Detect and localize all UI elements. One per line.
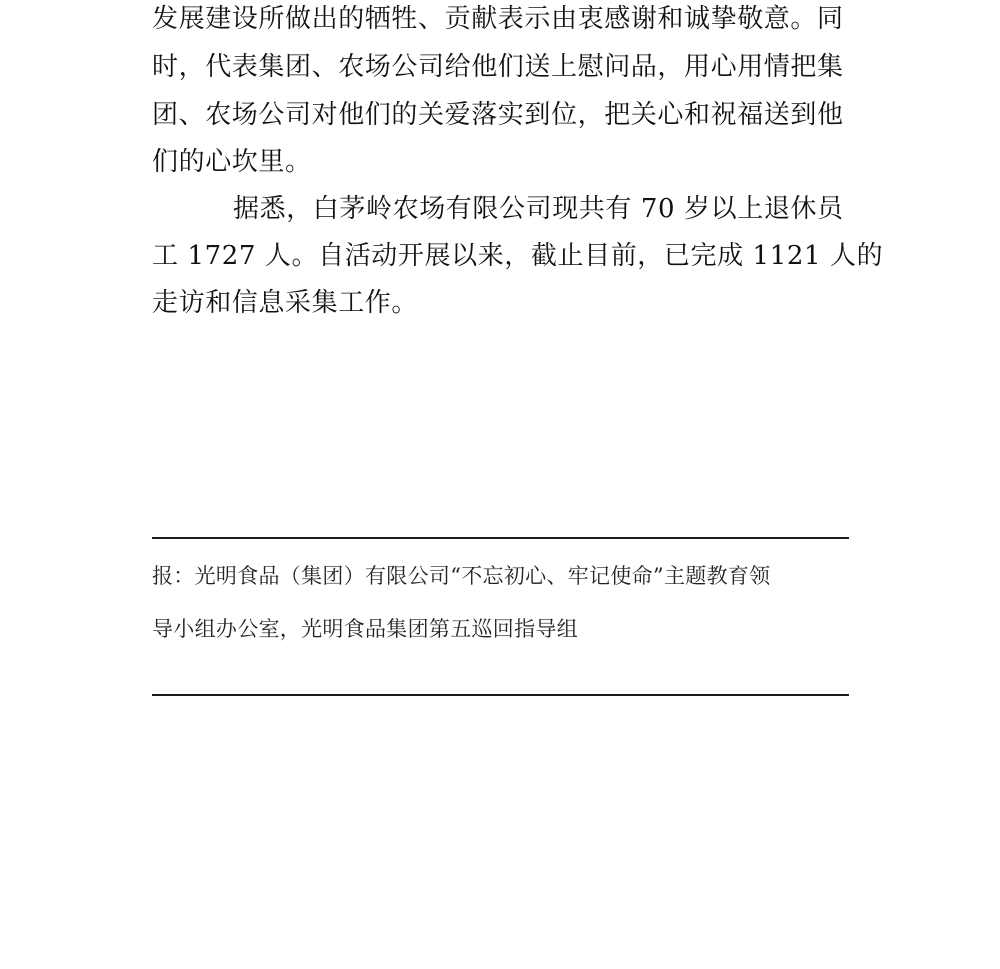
body-text-line: 时，代表集团、农场公司给他们送上慰问品，用心用情把集 bbox=[152, 52, 844, 82]
divider-bottom bbox=[152, 694, 849, 696]
body-text-line: 团、农场公司对他们的关爱落实到位，把关心和祝福送到他 bbox=[152, 100, 844, 130]
body-text-line: 们的心坎里。 bbox=[152, 147, 312, 177]
report-line: 报：光明食品（集团）有限公司“不忘初心、牢记使命”主题教育领 bbox=[152, 564, 771, 588]
body-text-line: 走访和信息采集工作。 bbox=[152, 288, 419, 318]
body-text-line: 据悉，白茅岭农场有限公司现共有 70 岁以上退休员 bbox=[233, 194, 844, 224]
report-line: 导小组办公室，光明食品集团第五巡回指导组 bbox=[152, 617, 578, 641]
body-text-line: 工 1727 人。自活动开展以来，截止目前，已完成 1121 人的 bbox=[152, 241, 884, 271]
body-text-line: 发展建设所做出的牺牲、贡献表示由衷感谢和诚挚敬意。同 bbox=[152, 4, 844, 34]
divider-top bbox=[152, 537, 849, 539]
